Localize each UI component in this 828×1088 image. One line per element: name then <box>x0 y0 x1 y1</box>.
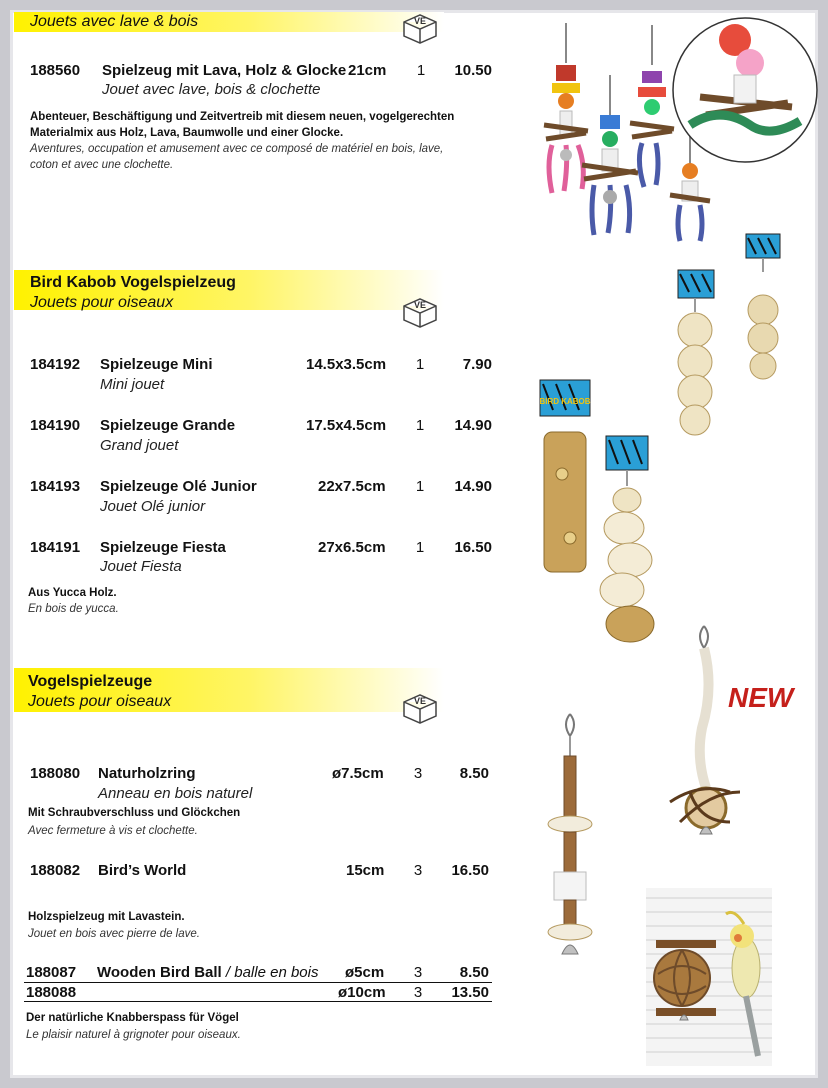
product-qty: 1 <box>415 478 425 495</box>
product-note-de: Holzspielzeug mit Lavastein. <box>28 911 185 923</box>
product-name-fr: Mini jouet <box>100 376 165 393</box>
product-qty: 3 <box>413 862 423 879</box>
product-note-de: Mit Schraubverschluss und Glöckchen <box>28 807 241 819</box>
product-name: Bird’s World <box>98 862 187 879</box>
product-code: 184192 <box>30 356 81 373</box>
product-price: 14.90 <box>454 478 492 495</box>
product-qty: 3 <box>413 964 423 981</box>
ve-box-icon <box>400 692 440 726</box>
product-dimension: 22x7.5cm <box>318 478 386 495</box>
product-dimension: ø5cm <box>345 964 385 981</box>
product-qty: 1 <box>415 356 425 373</box>
product-note-fr: Jouet en bois avec pierre de lave. <box>28 928 200 940</box>
product-name <box>97 964 318 981</box>
new-badge: NEW <box>728 682 794 713</box>
wooden-bird-ball-image <box>646 888 772 1066</box>
row-divider <box>24 982 492 983</box>
product-name-fr: Jouet avec lave, bois & clochette <box>102 81 321 98</box>
product-code: 184190 <box>30 417 81 434</box>
product-qty: 3 <box>413 765 423 782</box>
product-name-fr: Jouet Fiesta <box>100 558 182 575</box>
product-dimension: 21cm <box>348 62 387 79</box>
package-label: BIRD KABOB <box>539 397 591 406</box>
product-name-fr: Jouet Olé junior <box>100 498 206 515</box>
product-name: Spielzeuge Mini <box>100 356 213 373</box>
product-note-fr: Avec fermeture à vis et clochette. <box>28 825 198 837</box>
product-name-de: Wooden Bird Ball <box>97 964 222 981</box>
product-price: 16.50 <box>454 539 492 556</box>
product-code: 188082 <box>30 862 81 879</box>
row-divider <box>24 1001 492 1002</box>
product-code: 188088 <box>26 984 77 1001</box>
product-dimension: 17.5x4.5cm <box>306 417 387 434</box>
section3-note-de: Der natürliche Knabberspass für Vögel <box>26 1012 239 1024</box>
product-price: 7.90 <box>462 356 492 373</box>
note-fr-line: Aventures, occupation et amusement avec ce composé de matériel en bois, lave, <box>30 143 444 155</box>
product-price: 13.50 <box>451 984 489 1001</box>
product-code: 184193 <box>30 478 81 495</box>
product-dimension: ø10cm <box>338 984 386 1001</box>
product-price: 14.90 <box>454 417 492 434</box>
ve-label: VE <box>413 300 426 310</box>
product-price: 8.50 <box>459 765 489 782</box>
section3-title: Vogelspielzeuge <box>28 673 153 690</box>
section3-note-fr: Le plaisir naturel à grignoter pour oiseaux. <box>26 1029 241 1041</box>
product-code: 188080 <box>30 765 81 782</box>
natural-wood-ring-toy-image <box>540 712 600 974</box>
note-fr-line: coton et avec une clochette. <box>30 159 174 171</box>
product-name: Spielzeuge Fiesta <box>100 539 226 556</box>
section1-subtitle: Jouets avec lave & bois <box>30 13 199 30</box>
product-code: 184191 <box>30 539 81 556</box>
lava-wood-bell-toy-image <box>530 15 820 245</box>
section2-title: Bird Kabob Vogelspielzeug <box>30 274 236 291</box>
product-qty: 1 <box>416 62 426 79</box>
product-name: Spielzeuge Olé Junior <box>100 478 257 495</box>
section1-note-de <box>30 109 454 141</box>
note-de-line: Abenteuer, Beschäftigung und Zeitvertreib mit diesem neuen, vogelgerechten <box>30 111 455 123</box>
ve-box-icon <box>400 12 440 46</box>
product-dimension: 15cm <box>346 862 385 879</box>
ve-label: VE <box>413 696 426 706</box>
product-name-fr: Grand jouet <box>100 437 179 454</box>
product-price: 16.50 <box>451 862 489 879</box>
product-name: Spielzeuge Grande <box>100 417 236 434</box>
product-dimension: 27x6.5cm <box>318 539 386 556</box>
product-dimension: 14.5x3.5cm <box>306 356 387 373</box>
product-name-fr: Anneau en bois naturel <box>98 785 253 802</box>
product-dimension: ø7.5cm <box>332 765 384 782</box>
product-price: 10.50 <box>454 62 492 79</box>
product-code: 188087 <box>26 964 77 981</box>
section2-note-de: Aus Yucca Holz. <box>28 587 117 599</box>
note-de-line: Materialmix aus Holz, Lava, Baumwolle und einer Glocke. <box>30 127 344 139</box>
product-qty: 3 <box>413 984 423 1001</box>
product-qty: 1 <box>415 539 425 556</box>
section1-note-fr <box>30 141 443 173</box>
ve-label: VE <box>413 16 426 26</box>
product-name: Spielzeug mit Lava, Holz & Glocke <box>102 62 347 79</box>
bird-kabob-toys-image <box>538 232 788 652</box>
product-price: 8.50 <box>459 964 489 981</box>
section2-note-fr: En bois de yucca. <box>28 603 119 615</box>
product-code: 188560 <box>30 62 81 79</box>
product-qty: 1 <box>415 417 425 434</box>
product-name: Naturholzring <box>98 765 196 782</box>
birds-world-toy-image <box>660 622 760 852</box>
ve-box-icon <box>400 296 440 330</box>
section2-subtitle: Jouets pour oiseaux <box>30 294 174 311</box>
section3-subtitle: Jouets pour oiseaux <box>28 693 172 710</box>
product-name-fr: / balle en bois <box>225 964 319 981</box>
